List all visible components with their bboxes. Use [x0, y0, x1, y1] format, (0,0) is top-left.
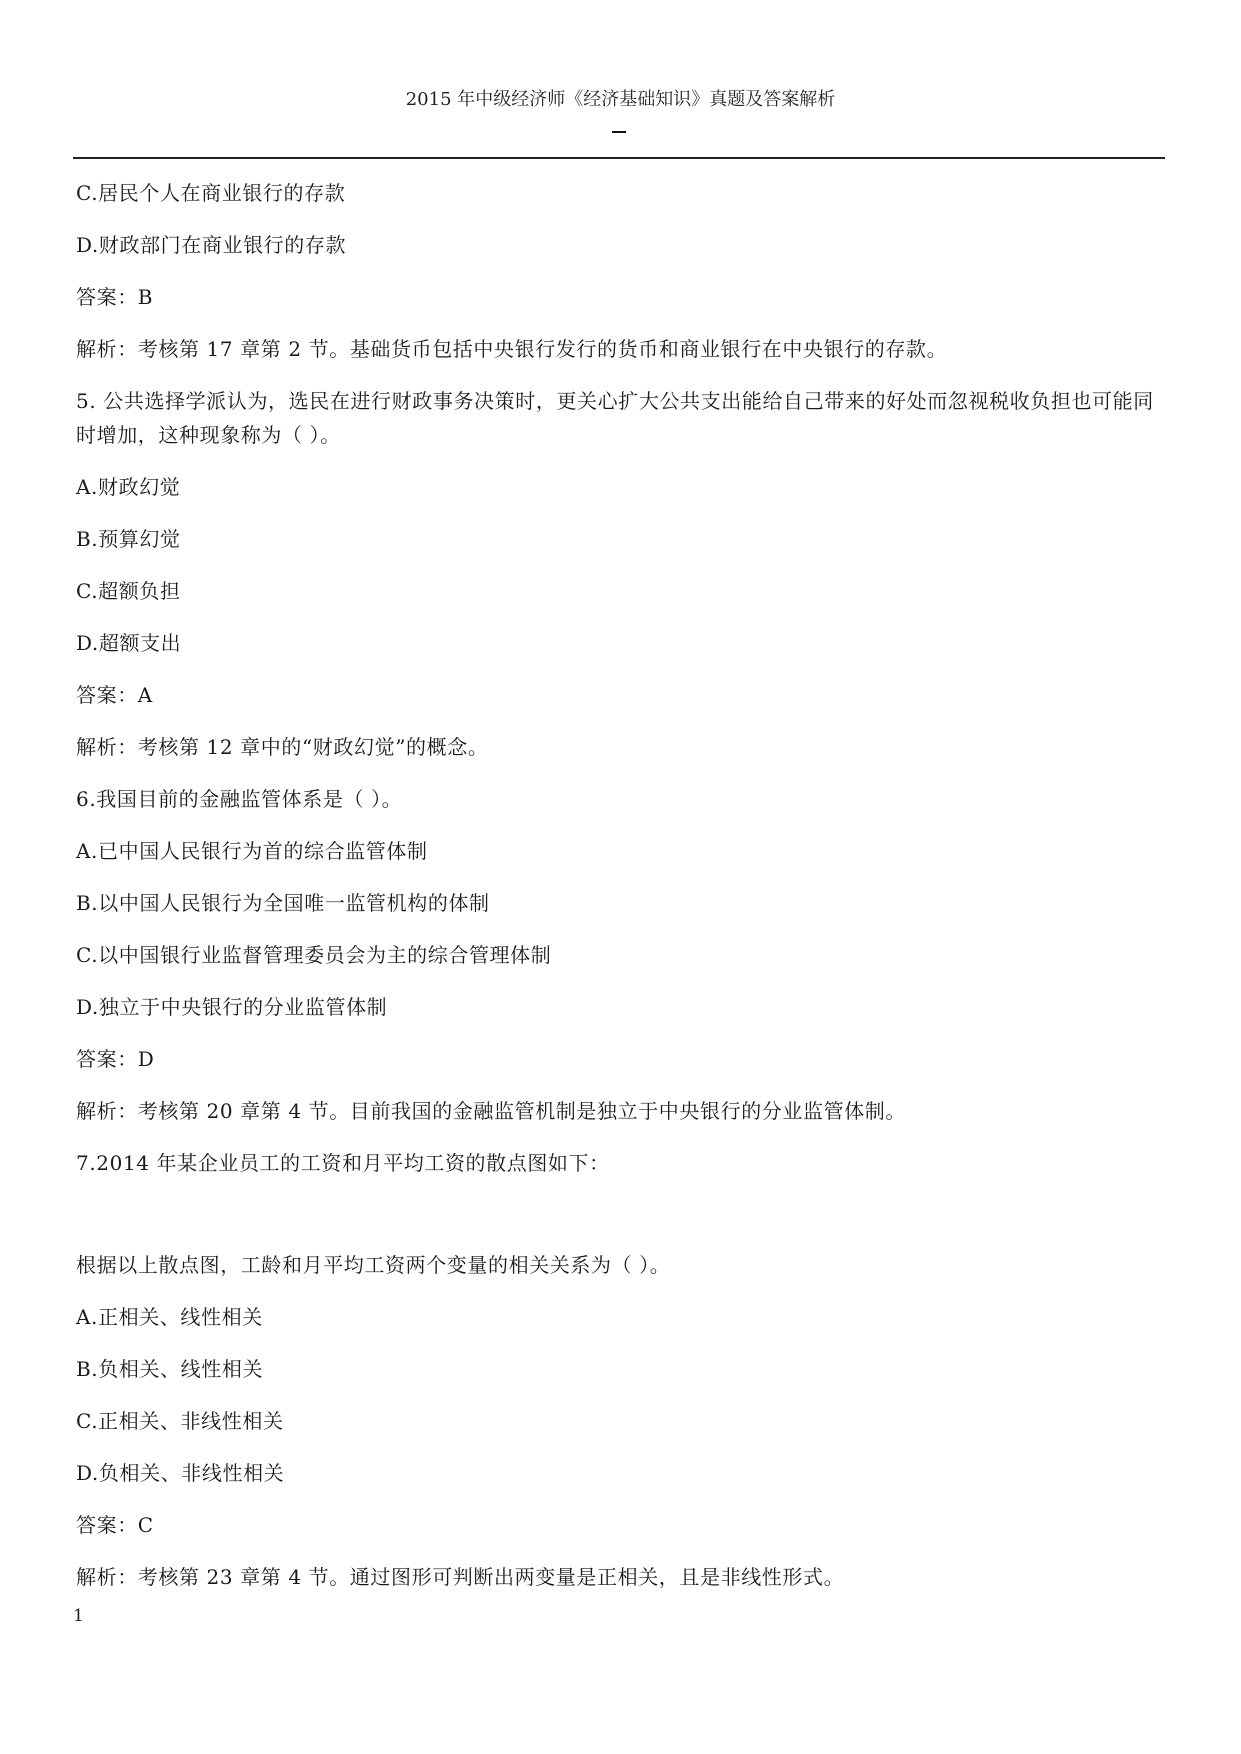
option-a-q5: A.财政幻觉	[76, 475, 181, 499]
answer-q6: 答案：D	[76, 1047, 155, 1071]
question-6: 6.我国目前的金融监管体系是（ ）。	[76, 787, 403, 811]
option-b-q6: B.以中国人民银行为全国唯一监管机构的体制	[76, 891, 490, 915]
question-5: 5. 公共选择学派认为，选民在进行财政事务决策时，更关心扩大公共支出能给自己带来的好处而忽视税收负担也可能同时增加，这种现象称为（ ）。	[76, 389, 1154, 447]
option-a-q6: A.已中国人民银行为首的综合监管体制	[76, 839, 428, 863]
answer-q5: 答案：A	[76, 683, 153, 707]
answer-q4: 答案：B	[76, 285, 154, 309]
option-a-q7: A.正相关、线性相关	[76, 1305, 263, 1329]
page-number: 1	[73, 1606, 84, 1626]
option-c-q6: C.以中国银行业监督管理委员会为主的综合管理体制	[76, 943, 552, 967]
option-d-q5: D.超额支出	[76, 631, 182, 655]
option-c-q4: C.居民个人在商业银行的存款	[76, 181, 346, 205]
option-d-q4: D.财政部门在商业银行的存款	[76, 233, 347, 257]
explanation-q5: 解析：考核第 12 章中的“财政幻觉”的概念。	[76, 735, 489, 759]
option-c-q7: C.正相关、非线性相关	[76, 1409, 284, 1433]
document-body	[76, 176, 1166, 1612]
option-b-q5: B.预算幻觉	[76, 527, 181, 551]
header-mark	[612, 131, 626, 133]
explanation-q6: 解析：考核第 20 章第 4 节。目前我国的金融监管机制是独立于中央银行的分业监管体制。	[76, 1099, 907, 1123]
page-header-title: 2015 年中级经济师《经济基础知识》真题及答案解析	[405, 89, 836, 110]
header-divider	[73, 157, 1165, 159]
option-d-q6: D.独立于中央银行的分业监管体制	[76, 995, 388, 1019]
question-7-prompt: 根据以上散点图，工龄和月平均工资两个变量的相关关系为（ ）。	[76, 1253, 671, 1277]
option-c-q5: C.超额负担	[76, 579, 181, 603]
answer-q7: 答案：C	[76, 1513, 154, 1537]
question-7: 7.2014 年某企业员工的工资和月平均工资的散点图如下：	[76, 1151, 610, 1175]
explanation-q7: 解析：考核第 23 章第 4 节。通过图形可判断出两变量是正相关，且是非线性形式。	[76, 1565, 845, 1589]
missing-figure-space	[76, 1198, 1166, 1248]
option-b-q7: B.负相关、线性相关	[76, 1357, 264, 1381]
explanation-q4: 解析：考核第 17 章第 2 节。基础货币包括中央银行发行的货币和商业银行在中央银行的存款。	[76, 337, 948, 361]
option-d-q7: D.负相关、非线性相关	[76, 1461, 285, 1485]
